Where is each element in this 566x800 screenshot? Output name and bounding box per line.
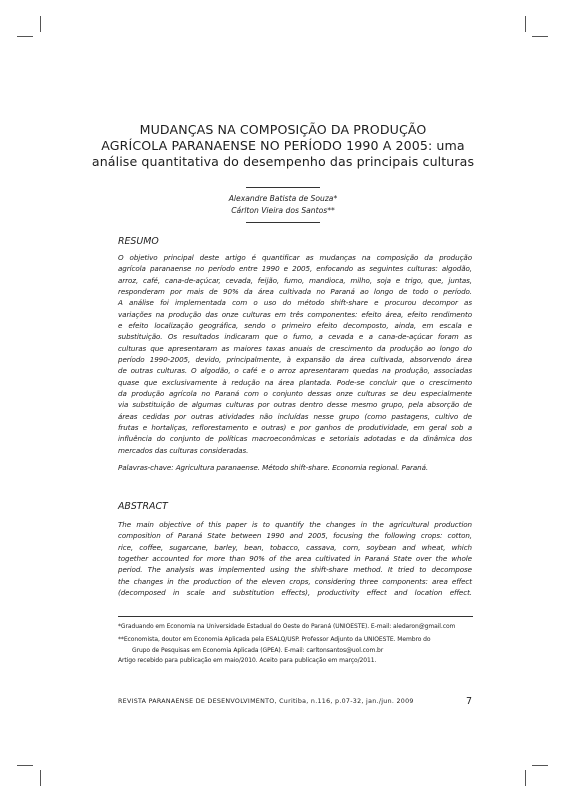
author-list <box>0 193 566 216</box>
footnote-2-continuation: Grupo de Pesquisas em Economia Aplicada (GPEA). E-mail: carltonsantos@uol.com.br <box>132 646 384 654</box>
journal-footer: REVISTA PARANAENSE DE DESENVOLVIMENTO, Curitiba, n.116, p.07-32, jan./jun. 2009 <box>118 698 414 705</box>
keywords-line: Palavras-chave: Agricultura paranaense. Método shift-share. Economia regional. Paraná. <box>118 463 429 472</box>
author-name: Alexandre Batista de Souza* <box>228 194 338 203</box>
text-line: via substituição de algumas culturas por outras dentro desse mesmo grupo, pela absorção de <box>118 400 472 410</box>
text-line: agrícola paranaense no período entre 1990 e 2005, enfocando as seguintes culturas: algodão, <box>118 264 472 274</box>
abstract-heading: ABSTRACT <box>118 501 168 512</box>
footnote-1: *Graduando em Economia na Universidade Estadual do Oeste do Paraná (UNIOESTE). E-mail: aledaron@gmail.com <box>118 623 456 630</box>
author-rule <box>246 187 320 188</box>
text-line: (decomposed in scale and substitution effects), productivity effect and location effect. <box>118 587 472 597</box>
text-line: mercados das culturas consideradas. <box>118 445 249 455</box>
text-line: variações na produção das onze culturas em três componentes: efeito área, efeito rendimento <box>118 309 472 319</box>
title-line: análise quantitativa do desempenho das principais culturas <box>91 154 475 169</box>
text-line: substituição. Os resultados indicaram que o fumo, a cevada e a cana-de-açúcar foram as <box>118 332 472 342</box>
author-rule <box>246 222 320 223</box>
author-name: Cárlton Vieira dos Santos** <box>231 205 335 215</box>
crop-mark-top-right <box>532 36 548 37</box>
text-line: da produção agrícola no Paraná com o conjunto dessas onze culturas se deu especialmente <box>118 388 472 398</box>
text-line: A análise foi implementada com o uso do método shift-share e procurou decompor as <box>118 298 472 308</box>
text-line: the changes in the production of the eleven crops, considering three components: area effect <box>118 576 472 586</box>
text-line: frutas e hortaliças, reflorestamento e outras) e por ganhos de produtividade, em geral sob a <box>118 422 472 432</box>
text-line: influência do conjunto de políticas macroeconômicas e setoriais adotadas e da dinâmica dos <box>118 434 472 444</box>
text-line: together accounted for more than 90% of the area cultivated in Paraná State over the whole <box>118 553 472 563</box>
resumo-heading: RESUMO <box>118 236 159 247</box>
footnote-rule <box>118 616 473 617</box>
text-line: responderam por mais de 90% da área cultivada no Paraná ao longo de todo o período. <box>118 286 472 296</box>
title-line: AGRÍCOLA PARANAENSE NO PERÍODO 1990 A 2005: uma <box>101 138 465 153</box>
text-line: áreas cedidas por outras atividades não incluídas nesse grupo (como pastagens, cultivo de <box>118 411 472 421</box>
text-line: culturas que apresentaram as maiores taxas anuais de crescimento da produção ao longo do <box>118 343 472 353</box>
crop-mark-top-right <box>525 16 526 32</box>
text-line: composition of Paraná State between 1990 and 2005, focusing the following crops: cotton, <box>118 531 472 541</box>
text-line: period. The analysis was implemented using the shift-share method. It tried to decompose <box>118 565 472 575</box>
text-line: rice, coffee, sugarcane, barley, bean, tobacco, cassava, corn, soybean and wheat, which <box>118 542 472 552</box>
crop-mark-bottom-right <box>525 770 526 786</box>
crop-mark-bottom-left <box>17 765 33 766</box>
keywords <box>118 462 472 473</box>
text-line: quase que exclusivamente à redução na área plantada. Pode-se concluir que o crescimento <box>118 377 472 387</box>
page-number: 7 <box>466 696 473 707</box>
text-line: O objetivo principal deste artigo é quantificar as mudanças na composição da produção <box>118 253 472 262</box>
text-line: arroz, café, cana-de-açúcar, cevada, feijão, fumo, mandioca, milho, soja e trigo, que, juntas, <box>118 275 472 285</box>
resumo-body <box>118 252 472 456</box>
text-line: período 1990-2005, devido, principalmente, à expansão da área cultivada, absorvendo área <box>118 354 472 364</box>
text-line: de outras culturas. O algodão, o café e o arroz apresentaram quedas na produção, associadas <box>118 366 472 376</box>
text-line: e efeito localização geográfica, sendo o primeiro efeito decomposto, ainda, em escala e <box>118 320 472 330</box>
footnote-2: **Economista, doutor em Economia Aplicada pela ESALQ/USP. Professor Adjunto da UNIOESTE. Membro do <box>118 636 431 644</box>
crop-mark-bottom-right <box>532 765 548 766</box>
footnotes <box>118 622 478 666</box>
title-line: MUDANÇAS NA COMPOSIÇÃO DA PRODUÇÃO <box>139 122 427 137</box>
crop-mark-top-left <box>40 16 41 32</box>
crop-mark-top-left <box>17 36 33 37</box>
abstract-body <box>118 519 472 598</box>
article-title <box>0 122 566 170</box>
received-note: Artigo recebido para publicação em maio/2010. Aceito para publicação em março/2011. <box>118 656 377 664</box>
text-line: The main objective of this paper is to quantify the changes in the agricultural production <box>118 520 472 529</box>
crop-mark-bottom-left <box>40 770 41 786</box>
